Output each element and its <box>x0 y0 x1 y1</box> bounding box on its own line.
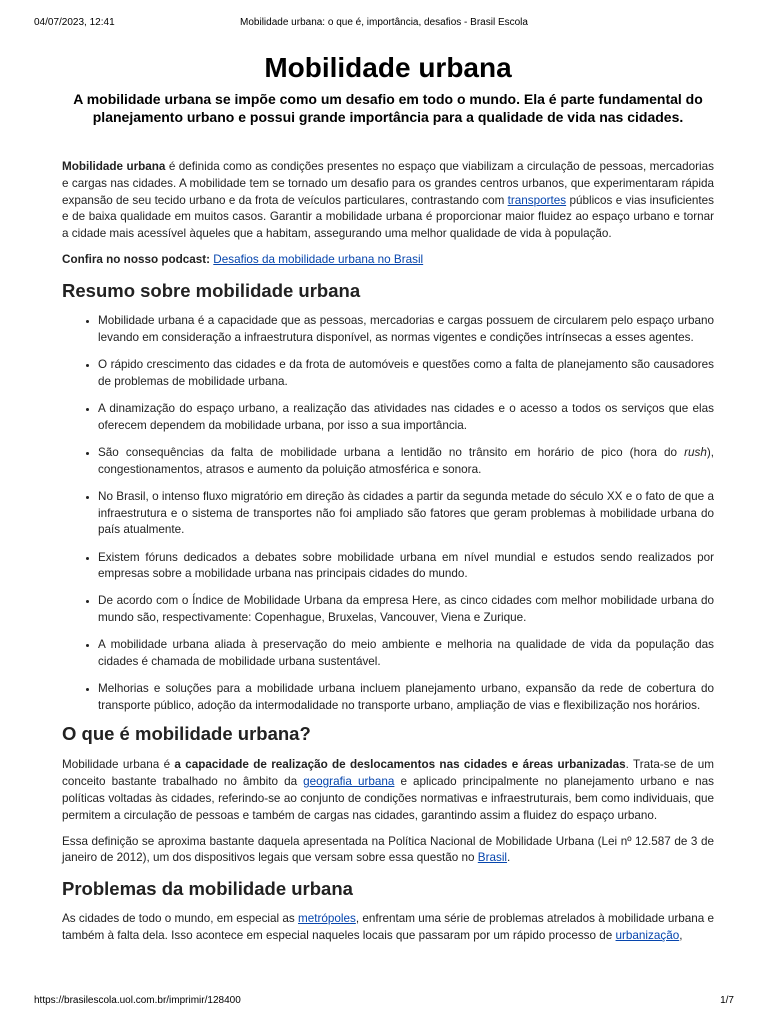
article-title: Mobilidade urbana <box>264 52 512 83</box>
print-page-title: Mobilidade urbana: o que é, importância, desafios - Brasil Escola <box>240 17 528 28</box>
text: Essa definição se aproxima bastante daquela apresentada na Política Nacional de Mobilidade Urbana (Lei nº 12.587 de 3 de janeiro de 2012), um dos dispositivos legais que versam sobre essa questão no <box>62 834 714 865</box>
list-item: • Existem fóruns dedicados a debates sobre mobilidade urbana em nível mundial e estudos sendo realizados por empresas sobre a mobilidade urbana nas principais cidades do mundo. <box>98 550 714 584</box>
print-datetime: 04/07/2023, 12:41 <box>34 17 115 28</box>
intro-text-a: é definida como as condições presentes no espaço que viabilizam a circulação de pessoas, mercadorias e cargas nas cidades. A mobilidade tem se tornado um desafio para os grandes centros urbanos, que experimentaram rápida expansão de seu tecido urbano e da frota de veículos particulares, contrastando com <box>62 160 714 207</box>
list-item-text-rest: ), congestionamentos, atrasos e aumento da poluição atmosférica e sonora. <box>98 445 714 476</box>
text: e aplicado principalmente no planejamento urbano e nas políticas voltadas às cidades, referindo-se ao conjunto de condições normativas e infraestruturais, bem como individuais, que permitem a circulação de pessoas e também de cargas nas cidades, garantindo assim a fluidez do espaço urbano. <box>62 775 714 822</box>
text: As cidades de todo o mundo, em especial as <box>62 912 299 926</box>
article <box>62 52 714 945</box>
list-item: • Mobilidade urbana é a capacidade que as pessoas, mercadorias e cargas possuem de circularem pelo espaço urbano levando em consideração a infraestrutura disponível, as normas vigentes e condições intrínsecas a esses agentes. <box>98 313 714 347</box>
list-item: • No Brasil, o intenso fluxo migratório em direção às cidades a partir da segunda metade do século XX e o fato de que a infraestrutura e o sistema de transportes não foi ampliado são fatores que geram problemas à mobilidade urbana do país atualmente. <box>98 489 714 539</box>
list-item: • O rápido crescimento das cidades e da frota de automóveis e questões como a falta de planejamento são causadores de problemas de mobilidade urbana. <box>98 357 714 391</box>
text: . Trata-se de um conceito bastante trabalhado no âmbito da <box>62 758 714 789</box>
link-podcast[interactable]: Desafios da mobilidade urbana no Brasil <box>213 252 424 266</box>
list-item: • Melhorias e soluções para a mobilidade urbana incluem planejamento urbano, expansão da rede de cobertura do transporte público, adoção da intermodalidade no transporte urbano, ampliação de vias e flexibilização nos horários. <box>98 681 714 715</box>
intro-text-b: públicos e vias insuficientes e de baixa qualidade em muitos casos. Garantir a mobilidade urbana é proporcionar maior fluidez ao espaço urbano e tornar a cidade mais acessível àqueles que a habitam, assegurando uma melhor qualidade de vida à população. <box>62 193 714 241</box>
text: . <box>507 851 511 865</box>
list-item-text: São consequências da falta de mobilidade urbana a lentidão no trânsito em horário de pico (hora do <box>98 445 685 459</box>
podcast-label: Confira no nosso podcast: <box>62 252 211 266</box>
link-urbanizacao[interactable]: urbanização <box>615 929 680 943</box>
heading-o-que-e: O que é mobilidade urbana? <box>62 723 311 745</box>
summary-list <box>62 313 714 715</box>
list-item: • A dinamização do espaço urbano, a realização das atividades nas cidades e o acesso a todos os serviços que elas oferecem dependem da mobilidade urbana, por isso a sua importância. <box>98 401 714 435</box>
print-url: https://brasilescola.uol.com.br/imprimir/128400 <box>34 995 241 1006</box>
text: Mobilidade urbana é <box>62 758 175 772</box>
print-footer <box>34 995 734 1006</box>
article-lead: A mobilidade urbana se impõe como um desafio em todo o mundo. Ela é parte fundamental do planejamento urbano e possui grande importância para a qualidade de vida nas cidades. <box>73 91 703 125</box>
list-item <box>98 445 714 479</box>
what-is-paragraph-1 <box>62 757 714 824</box>
link-metropoles[interactable]: metrópoles <box>298 912 356 926</box>
list-item: • De acordo com o Índice de Mobilidade Urbana da empresa Here, as cinco cidades com melhor mobilidade urbana do mundo são, respectivamente: Copenhague, Bruxelas, Vancouver, Viena e Zurique. <box>98 593 714 627</box>
list-item: • A mobilidade urbana aliada à preservação do meio ambiente e melhoria na qualidade de vida da população das cidades é chamada de mobilidade urbana sustentável. <box>98 637 714 671</box>
intro-paragraph <box>62 159 714 243</box>
text: , <box>679 929 683 943</box>
podcast-line <box>62 252 714 269</box>
heading-problemas: Problemas da mobilidade urbana <box>62 878 353 900</box>
intro-bold-term: Mobilidade urbana <box>62 160 166 173</box>
link-brasil[interactable]: Brasil <box>477 851 508 865</box>
definition-bold: a capacidade de realização de deslocamentos nas cidades e áreas urbanizadas <box>174 758 626 772</box>
heading-resumo: Resumo sobre mobilidade urbana <box>62 279 361 301</box>
print-page-number: 1/7 <box>720 995 734 1006</box>
what-is-paragraph-2 <box>62 834 714 868</box>
problems-paragraph <box>62 911 714 945</box>
rush-italic: rush <box>684 445 707 459</box>
link-transportes[interactable]: transportes <box>507 193 567 207</box>
link-geografia-urbana[interactable]: geografia urbana <box>303 775 395 789</box>
text: , enfrentam uma série de problemas atrelados à mobilidade urbana e também à falta dela. Isso acontece em especial naqueles locais que passaram por um rápido processo de <box>62 912 715 943</box>
print-header <box>34 17 734 28</box>
